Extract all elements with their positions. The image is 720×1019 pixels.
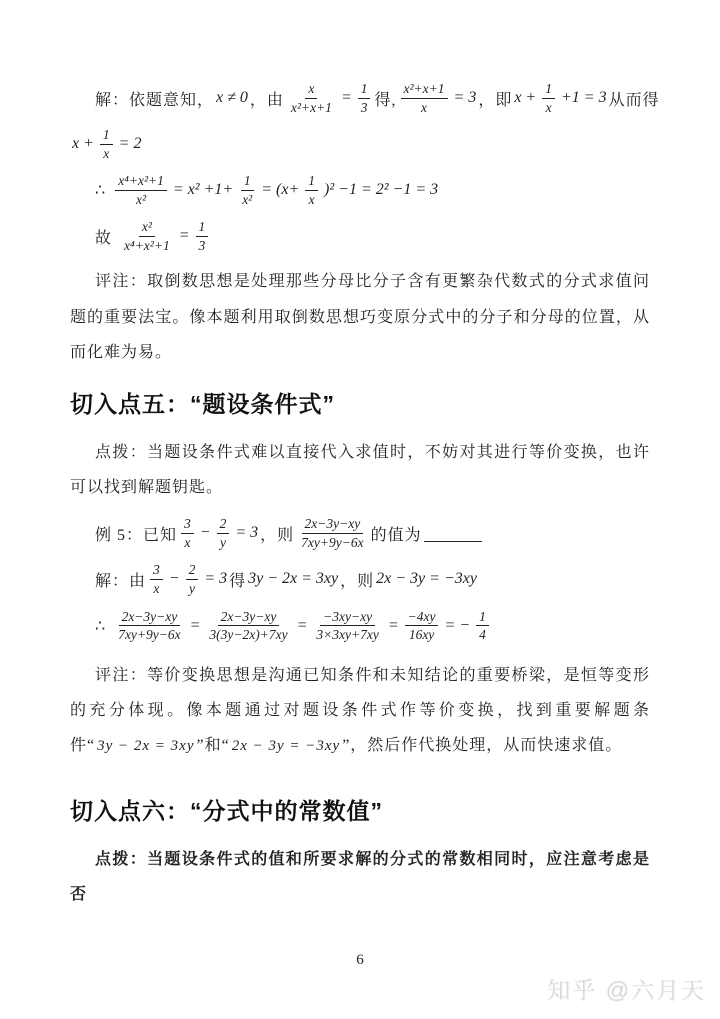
fraction-numerator: 3 — [181, 515, 194, 534]
fraction-numerator: 3 — [150, 561, 163, 580]
fraction — [358, 80, 371, 116]
fraction-numerator: 2x−3y−xy — [302, 515, 364, 534]
solution4-line2 — [70, 126, 650, 162]
math-run: = 3 — [235, 524, 259, 542]
fraction-denominator: 3×3xy+7xy — [316, 627, 379, 643]
math-run: = 2 — [118, 135, 142, 153]
fraction — [542, 80, 555, 116]
solution4-line3 — [70, 172, 650, 208]
fraction-numerator: 1 — [196, 218, 209, 237]
math-run: = — [189, 616, 201, 634]
fraction-numerator: −4xy — [405, 608, 439, 627]
math-run: = x² +1+ — [172, 181, 234, 199]
fraction-denominator: x⁴+x²+1 — [124, 237, 170, 253]
math-run: = (x+ — [261, 181, 300, 199]
math-run: = — [296, 616, 308, 634]
fraction-numerator: 1 — [241, 172, 254, 191]
fraction — [181, 515, 194, 551]
fraction-denominator: 16xy — [408, 627, 435, 643]
text-run: 从而得 — [608, 91, 660, 109]
math-run: x + — [514, 89, 537, 107]
fraction — [150, 561, 163, 597]
text-run: ”和“ — [196, 736, 230, 754]
fraction — [313, 608, 381, 644]
math-run: x ≠ 0 — [216, 89, 248, 107]
math-run: 2x − 3y = −3xy — [231, 737, 341, 754]
text-run: ，则 — [340, 572, 375, 590]
fraction-numerator: 1 — [305, 172, 318, 191]
fraction-denominator: 3 — [198, 237, 206, 253]
math-run: = — [340, 89, 352, 107]
fraction-numerator: 1 — [358, 80, 371, 99]
text-run: ，则 — [260, 526, 295, 544]
text-run: 例 5：已知 — [95, 526, 178, 544]
section5-hint: 点拨：当题设条件式难以直接代入求值时，不妨对其进行等价变换，也许可以找到解题钥匙。 — [70, 443, 650, 497]
fraction-numerator: 2x−3y−xy — [218, 608, 280, 627]
section5-solution — [70, 561, 650, 597]
fraction-numerator: 2 — [186, 561, 199, 580]
math-run: )² −1 = 2² −1 = 3 — [324, 181, 439, 199]
fraction — [121, 218, 173, 254]
fraction-denominator: 3 — [360, 99, 368, 115]
text-run: 解：由 — [95, 572, 147, 590]
fraction-numerator: 1 — [542, 80, 555, 99]
fraction-numerator: −3xy−xy — [320, 608, 375, 627]
fraction-numerator: x⁴+x²+1 — [115, 172, 167, 191]
section6-hint: 点拨：当题设条件式的值和所要求解的分式的常数相同时，应注意考虑是否 — [70, 851, 650, 904]
fraction-numerator: 2x−3y−xy — [119, 608, 181, 627]
fraction — [405, 608, 439, 644]
solution4-line1 — [70, 80, 660, 116]
math-run: = 3 — [204, 570, 228, 588]
fraction-numerator: x — [305, 80, 317, 99]
math-run: = — [178, 227, 190, 245]
solution4-line4 — [70, 218, 650, 254]
math-run: = 3 — [453, 89, 477, 107]
fraction-numerator: 2 — [217, 515, 230, 534]
math-run: 3y − 2x = 3xy — [248, 570, 339, 588]
fraction-numerator: x²+x+1 — [401, 80, 448, 99]
fraction — [115, 172, 167, 208]
fraction — [115, 608, 183, 644]
math-run: +1 = 3 — [560, 89, 607, 107]
fraction-denominator: 7xy+9y−6x — [301, 534, 364, 550]
fraction-denominator: x — [308, 191, 315, 207]
fraction-denominator: x — [184, 534, 191, 550]
section5-heading: 切入点五：“题设条件式” — [70, 390, 335, 417]
text-run: 得 — [229, 572, 247, 590]
math-run: 3y − 2x = 3xy — [97, 737, 195, 754]
fraction-denominator: 7xy+9y−6x — [118, 627, 181, 643]
fraction — [288, 80, 335, 116]
math-run: = − — [444, 616, 471, 634]
fraction-numerator: 1 — [476, 608, 489, 627]
fraction — [186, 561, 199, 597]
math-run: 2x − 3y = −3xy — [376, 570, 477, 588]
section5-remark — [70, 658, 650, 764]
text-run: 故 — [95, 229, 118, 247]
fraction — [217, 515, 230, 551]
fraction-denominator: 3(3y−2x)+7xy — [209, 627, 288, 643]
fraction — [298, 515, 366, 551]
text-run: ，由 — [249, 91, 284, 109]
fraction-denominator: y — [219, 534, 226, 550]
fraction-denominator: x — [545, 99, 552, 115]
fraction — [476, 608, 489, 644]
section6-heading: 切入点六：“分式中的常数值” — [70, 798, 383, 825]
solution4-remark: 评注：取倒数思想是处理那些分母比分子含有更繁杂代数式的分式求值问题的重要法宝。像本题利用取倒数思想巧变原分式中的分子和分母的位置，从而化难为易。 — [70, 273, 650, 361]
fraction — [401, 80, 448, 116]
fraction-denominator: x²+x+1 — [290, 99, 332, 115]
fraction — [305, 172, 318, 208]
fraction-denominator: x — [153, 580, 160, 596]
page-number: 6 — [356, 952, 364, 968]
fraction-denominator: x² — [136, 191, 147, 207]
section5-example — [70, 515, 650, 551]
fraction-numerator: x² — [139, 218, 155, 237]
text-run: ”，然后作代换处理，从而快速求值。 — [342, 736, 623, 754]
text-run: ∴ — [95, 617, 112, 635]
fraction — [206, 608, 290, 644]
fraction-denominator: x — [421, 99, 427, 115]
fraction-denominator: 4 — [479, 627, 486, 643]
text-run: 得, — [374, 91, 397, 109]
text-run: 的值为 — [370, 526, 422, 544]
fraction — [100, 126, 113, 162]
fraction — [196, 218, 209, 254]
math-run: = — [387, 616, 399, 634]
math-run: x + — [72, 135, 94, 153]
fraction-denominator: x² — [242, 191, 253, 207]
math-run: − — [199, 524, 211, 542]
answer-blank — [424, 524, 482, 542]
text-run: ∴ — [95, 182, 112, 200]
text-run: 解：依题意知， — [95, 91, 215, 109]
fraction-numerator: 1 — [100, 126, 113, 145]
text-run: ，即 — [478, 91, 513, 109]
section5-derivation — [70, 608, 650, 644]
math-run: − — [168, 570, 180, 588]
fraction — [239, 172, 255, 208]
text-run: 评注：等价变换思想是沟通已知条件和未知结论的重要桥梁，是恒等变形的充分体现。像本题通过对题设条件式作等价变换，找到重要解题条件“ — [70, 666, 650, 754]
fraction-denominator: y — [188, 580, 195, 596]
fraction-denominator: x — [103, 145, 110, 161]
watermark: 知乎 @六月天 — [547, 977, 706, 1003]
